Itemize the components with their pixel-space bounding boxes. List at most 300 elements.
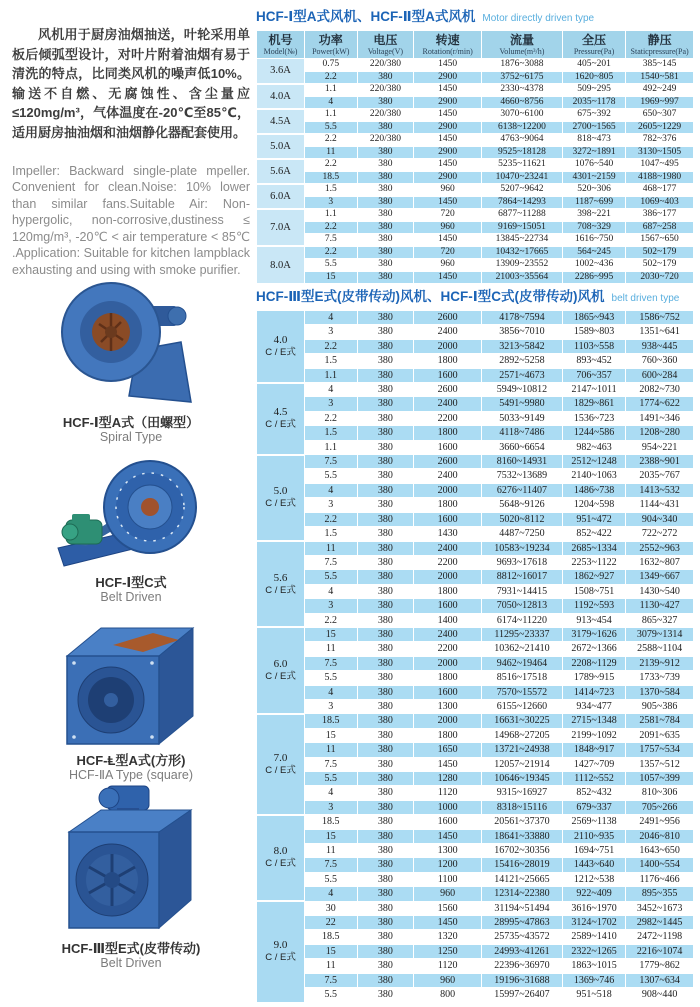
spec-cell: 6877~11288 (482, 209, 563, 222)
table-row (257, 96, 694, 109)
spec-cell: 1508~751 (562, 584, 625, 598)
spec-cell: 380 (357, 397, 414, 411)
spec-cell: 2685~1334 (562, 541, 625, 555)
model-size-label: 5.0 (273, 485, 288, 498)
spec-cell: 2139~912 (626, 656, 694, 670)
spec-cell: 380 (357, 829, 414, 843)
table-row (257, 973, 694, 987)
spec-cell: 9525~18128 (482, 146, 563, 159)
spec-cell: 3124~1702 (562, 916, 625, 930)
column-header (414, 31, 482, 59)
column-header (357, 31, 414, 59)
spec-cell: 15 (305, 944, 357, 958)
column-header-en: Staticpressure(Pa) (630, 47, 689, 56)
spec-cell: 31194~51494 (482, 901, 563, 915)
table-row (257, 988, 694, 1002)
spec-cell: 380 (357, 483, 414, 497)
spec-cell: 14121~25665 (482, 872, 563, 886)
spec-cell: 1.1 (305, 84, 357, 97)
spec-cell: 1600 (414, 368, 482, 382)
spec-cell: 5.5 (305, 469, 357, 483)
spec-cell: 895~355 (626, 887, 694, 901)
spec-cell: 852~432 (562, 786, 625, 800)
spec-cell: 3213~5842 (482, 339, 563, 353)
spec-cell: 922~409 (562, 887, 625, 901)
model-type-label: C / E式 (265, 584, 296, 596)
spec-cell: 2035~1178 (562, 96, 625, 109)
spec-cell: 687~258 (626, 221, 694, 234)
model-cell (257, 901, 305, 1002)
spec-cell: 10583~19234 (482, 541, 563, 555)
spec-cell: 7.5 (305, 656, 357, 670)
model-size-label: 8.0 (273, 845, 288, 858)
spec-cell: 1800 (414, 728, 482, 742)
spec-cell: 7570~15572 (482, 685, 563, 699)
spec-cell: 380 (357, 815, 414, 829)
table-row (257, 455, 694, 469)
spec-cell: 13845~22734 (482, 234, 563, 247)
spec-cell: 2000 (414, 483, 482, 497)
spec-cell: 380 (357, 96, 414, 109)
spec-cell: 5491~9980 (482, 397, 563, 411)
spec-cell: 380 (357, 498, 414, 512)
table-row (257, 728, 694, 742)
spec-cell: 782~376 (626, 134, 694, 147)
table-row (257, 555, 694, 569)
spec-cell: 1280 (414, 772, 482, 786)
model-type-label: C / E式 (265, 952, 296, 964)
spec-cell: 14968~27205 (482, 728, 563, 742)
spec-cell: 19196~31688 (482, 973, 563, 987)
spec-cell: 1300 (414, 699, 482, 713)
spec-cell: 2588~1104 (626, 642, 694, 656)
model-size-label: 4.5 (273, 406, 288, 419)
spec-cell: 5.5 (305, 259, 357, 272)
spec-cell: 5648~9126 (482, 498, 563, 512)
square-fan-icon (12, 612, 250, 752)
table-row (257, 221, 694, 234)
spec-cell: 492~249 (626, 84, 694, 97)
spec-cell: 1800 (414, 584, 482, 598)
spec-cell: 2216~1074 (626, 944, 694, 958)
table-row (257, 527, 694, 541)
spec-cell: 1.5 (305, 354, 357, 368)
spec-cell: 7931~14415 (482, 584, 563, 598)
spec-cell: 1620~805 (562, 71, 625, 84)
spec-cell: 3179~1626 (562, 627, 625, 641)
spec-cell: 1369~746 (562, 973, 625, 987)
spec-cell: 380 (357, 209, 414, 222)
spec-cell: 380 (357, 541, 414, 555)
spec-cell: 9315~16927 (482, 786, 563, 800)
product-caption-cn: HCF-Ⅰ型A式（田螺型） (62, 415, 200, 430)
spec-cell: 10432~17665 (482, 246, 563, 259)
model-cell (257, 383, 305, 455)
spec-cell: 1800 (414, 498, 482, 512)
spec-cell: 1560 (414, 901, 482, 915)
spec-cell: 4118~7486 (482, 426, 563, 440)
spec-cell: 380 (357, 800, 414, 814)
spiral-fan-icon (12, 276, 250, 414)
chinese-description: 风机用于厨房油烟抽送，叶轮采用单板后倾弧型设计，对叶片附着油烟有易于清洗的特点，比同类风机的噪声低10%。输送不自燃、无腐蚀性、含尘量应≤120mg/m³，气体温度在-20℃至85℃，适用厨房抽油烟和油烟静化器配套使用。 (12, 27, 250, 140)
spec-cell: 1204~598 (562, 498, 625, 512)
table-row (257, 844, 694, 858)
spec-cell: 708~329 (562, 221, 625, 234)
spec-cell: 15416~28019 (482, 858, 563, 872)
table-row (257, 71, 694, 84)
spec-cell: 1057~399 (626, 772, 694, 786)
spec-cell: 9169~15051 (482, 221, 563, 234)
model-cell (257, 311, 305, 383)
spec-cell: 18641~33880 (482, 829, 563, 843)
spec-cell: 13721~24938 (482, 743, 563, 757)
spec-cell: 5.5 (305, 988, 357, 1002)
table-row (257, 354, 694, 368)
spec-cell: 380 (357, 221, 414, 234)
spec-cell: 7.5 (305, 555, 357, 569)
spec-cell: 1862~927 (562, 570, 625, 584)
spec-cell: 2700~1565 (562, 121, 625, 134)
spec-cell: 2400 (414, 541, 482, 555)
spec-cell: 380 (357, 916, 414, 930)
model-size-label: 5.6 (273, 571, 288, 584)
spec-cell: 3070~6100 (482, 109, 563, 122)
spec-cell: 7.5 (305, 757, 357, 771)
column-header-cn: 功率 (318, 33, 343, 47)
spec-cell: 3 (305, 699, 357, 713)
spec-cell: 380 (357, 246, 414, 259)
spec-cell: 380 (357, 959, 414, 973)
table-row (257, 786, 694, 800)
spec-cell: 380 (357, 512, 414, 526)
spec-cell: 1212~538 (562, 872, 625, 886)
spec-cell: 11295~23337 (482, 627, 563, 641)
spec-cell: 1450 (414, 109, 482, 122)
table-row (257, 887, 694, 901)
spec-cell: 3272~1891 (562, 146, 625, 159)
spec-cell: 10470~23241 (482, 171, 563, 184)
table2-title (256, 288, 696, 308)
spec-cell: 2000 (414, 570, 482, 584)
spec-cell: 22 (305, 916, 357, 930)
spec-cell: 5033~9149 (482, 411, 563, 425)
column-header (626, 31, 694, 59)
table-row (257, 930, 694, 944)
column-header-cn: 全压 (582, 33, 607, 47)
spec-cell: 1192~593 (562, 599, 625, 613)
spec-cell: 2091~635 (626, 728, 694, 742)
spec-cell: 4 (305, 96, 357, 109)
spec-cell: 1200 (414, 858, 482, 872)
spec-cell: 1349~667 (626, 570, 694, 584)
model-cell: 4.0A (257, 84, 305, 109)
spec-cell: 2900 (414, 146, 482, 159)
spec-cell: 11 (305, 541, 357, 555)
spec-cell: 3660~6654 (482, 440, 563, 454)
spec-cell: 4660~8756 (482, 96, 563, 109)
column-header-cn: 流量 (509, 33, 534, 47)
spec-cell: 18.5 (305, 171, 357, 184)
spec-cell: 10646~19345 (482, 772, 563, 786)
spec-cell: 1450 (414, 59, 482, 72)
spec-cell: 3 (305, 196, 357, 209)
spec-cell: 4301~2159 (562, 171, 625, 184)
table-row (257, 234, 694, 247)
product-caption-en: HCF-ⅡA Type (square) (68, 768, 194, 782)
table-row (257, 246, 694, 259)
product-square-fan (12, 612, 250, 783)
spec-cell: 8160~14931 (482, 455, 563, 469)
spec-cell: 502~179 (626, 259, 694, 272)
model-cell: 5.0A (257, 134, 305, 159)
spec-cell: 2000 (414, 714, 482, 728)
spec-cell: 380 (357, 887, 414, 901)
table2-title-text: HCF-Ⅲ型E式(皮带传动)风机、HCF-Ⅰ型C式(皮带传动)风机 (256, 289, 605, 304)
model-size-label: 4.0 (273, 333, 288, 346)
spec-cell: 1486~738 (562, 483, 625, 497)
spec-cell: 502~179 (626, 246, 694, 259)
column-header-en: Rotation(r/min) (422, 47, 473, 56)
table-row (257, 916, 694, 930)
column-header-en: Volume(m³/h) (499, 47, 545, 56)
spec-cell: 380 (357, 354, 414, 368)
table-row (257, 59, 694, 72)
table-row (257, 171, 694, 184)
spec-cell: 2388~901 (626, 455, 694, 469)
table-row (257, 483, 694, 497)
model-type-label: C / E式 (265, 764, 296, 776)
table-row (257, 121, 694, 134)
spec-cell: 0.75 (305, 59, 357, 72)
spec-cell: 1208~280 (626, 426, 694, 440)
spec-cell: 18.5 (305, 815, 357, 829)
product-caption-en: Belt Driven (100, 590, 162, 604)
column-header (562, 31, 625, 59)
model-cell (257, 815, 305, 901)
spec-cell: 380 (357, 757, 414, 771)
column-header-cn: 机号 (268, 33, 293, 47)
spec-cell: 8318~15116 (482, 800, 563, 814)
spec-cell: 1540~581 (626, 71, 694, 84)
model-cell (257, 541, 305, 627)
model-type-label: C / E式 (265, 346, 296, 358)
spec-cell: 8812~16017 (482, 570, 563, 584)
spec-cell: 380 (357, 383, 414, 397)
spec-cell: 1.5 (305, 184, 357, 197)
spec-cell: 2.2 (305, 221, 357, 234)
model-cell: 4.5A (257, 109, 305, 134)
spec-cell: 893~452 (562, 354, 625, 368)
spec-cell: 2900 (414, 121, 482, 134)
column-header-cn: 静压 (647, 33, 672, 47)
spec-cell: 1400~554 (626, 858, 694, 872)
column-header-cn: 电压 (373, 33, 398, 47)
spec-cell: 1450 (414, 159, 482, 172)
table-row (257, 901, 694, 915)
spec-cell: 380 (357, 584, 414, 598)
spec-cell: 380 (357, 339, 414, 353)
spec-cell: 15997~26407 (482, 988, 563, 1002)
spec-cell: 706~357 (562, 368, 625, 382)
table-row (257, 743, 694, 757)
spec-cell: 564~245 (562, 246, 625, 259)
spec-cell: 380 (357, 642, 414, 656)
spec-cell: 2.2 (305, 246, 357, 259)
spec-cell: 11 (305, 146, 357, 159)
spec-cell: 380 (357, 184, 414, 197)
spec-cell: 15 (305, 728, 357, 742)
spec-cell: 2000 (414, 656, 482, 670)
table1-title (256, 8, 696, 28)
spec-cell: 405~201 (562, 59, 625, 72)
spec-cell: 1103~558 (562, 339, 625, 353)
spec-cell: 2200 (414, 411, 482, 425)
spec-cell: 2600 (414, 311, 482, 325)
spec-cell: 5.5 (305, 570, 357, 584)
spec-cell: 2253~1122 (562, 555, 625, 569)
spec-cell: 1450 (414, 829, 482, 843)
table-row (257, 642, 694, 656)
spec-cell: 818~473 (562, 134, 625, 147)
spec-cell: 7.5 (305, 973, 357, 987)
spec-cell: 22396~36970 (482, 959, 563, 973)
spec-cell: 7532~13689 (482, 469, 563, 483)
spec-cell: 2600 (414, 455, 482, 469)
spec-cell: 13909~23552 (482, 259, 563, 272)
spec-cell: 2400 (414, 325, 482, 339)
spec-cell: 16631~30225 (482, 714, 563, 728)
spec-cell: 2322~1265 (562, 944, 625, 958)
spec-cell: 1800 (414, 426, 482, 440)
table-row (257, 146, 694, 159)
spec-cell: 3 (305, 325, 357, 339)
table-row (257, 368, 694, 382)
spec-cell: 380 (357, 171, 414, 184)
spec-cell: 398~221 (562, 209, 625, 222)
spec-cell: 220/380 (357, 134, 414, 147)
table-row (257, 196, 694, 209)
model-size-label: 6.0 (273, 658, 288, 671)
spec-cell: 2035~767 (626, 469, 694, 483)
spec-cell: 380 (357, 743, 414, 757)
spec-cell: 2.2 (305, 613, 357, 627)
spec-cell: 913~454 (562, 613, 625, 627)
spec-cell: 509~295 (562, 84, 625, 97)
spec-cell: 380 (357, 271, 414, 284)
column-header (257, 31, 305, 59)
spec-cell: 1130~427 (626, 599, 694, 613)
spec-cell: 720 (414, 209, 482, 222)
spec-cell: 1536~723 (562, 411, 625, 425)
spec-cell: 4 (305, 786, 357, 800)
spec-cell: 951~472 (562, 512, 625, 526)
spec-cell: 2330~4378 (482, 84, 563, 97)
spec-cell: 380 (357, 728, 414, 742)
spec-cell: 385~145 (626, 59, 694, 72)
spec-cell: 2892~5258 (482, 354, 563, 368)
model-type-label: C / E式 (265, 671, 296, 683)
spec-cell: 951~518 (562, 988, 625, 1002)
spec-cell: 5949~10812 (482, 383, 563, 397)
spec-cell: 1616~750 (562, 234, 625, 247)
model-type-label: C / E式 (265, 858, 296, 870)
spec-cell: 4487~7250 (482, 527, 563, 541)
spec-cell: 934~477 (562, 699, 625, 713)
spec-cell: 1300 (414, 844, 482, 858)
belt-square-fan-icon (12, 780, 250, 940)
spec-cell: 10362~21410 (482, 642, 563, 656)
product-caption-cn: HCF-Ⅲ型E式(皮带传动) (61, 941, 201, 956)
spec-cell: 2400 (414, 469, 482, 483)
spec-cell: 4 (305, 383, 357, 397)
spec-cell: 2147~1011 (562, 383, 625, 397)
spec-cell: 1.1 (305, 440, 357, 454)
table-row (257, 685, 694, 699)
product-caption-en: Belt Driven (100, 956, 162, 970)
spec-cell: 3130~1505 (626, 146, 694, 159)
table-row (257, 184, 694, 197)
spec-cell: 1.1 (305, 368, 357, 382)
spec-cell: 1450 (414, 134, 482, 147)
spec-cell: 679~337 (562, 800, 625, 814)
spec-cell: 1774~622 (626, 397, 694, 411)
table-row (257, 541, 694, 555)
table-row (257, 498, 694, 512)
table-row (257, 772, 694, 786)
table-row (257, 469, 694, 483)
spec-cell: 9693~17618 (482, 555, 563, 569)
spec-cell: 852~422 (562, 527, 625, 541)
product-caption-cn: HCF-Ⱡ型A式(方形) (76, 753, 186, 768)
spec-cell: 1430 (414, 527, 482, 541)
spec-cell: 380 (357, 311, 414, 325)
table-row (257, 209, 694, 222)
spec-cell: 2982~1445 (626, 916, 694, 930)
spec-cell: 5.5 (305, 671, 357, 685)
spec-cell: 21003~35564 (482, 271, 563, 284)
table-row (257, 159, 694, 172)
spec-cell: 960 (414, 184, 482, 197)
spec-cell: 380 (357, 671, 414, 685)
spec-cell: 2.2 (305, 159, 357, 172)
spec-cell: 380 (357, 159, 414, 172)
table-row (257, 858, 694, 872)
spec-cell: 960 (414, 973, 482, 987)
spec-cell: 380 (357, 944, 414, 958)
spec-cell: 905~386 (626, 699, 694, 713)
spec-cell: 380 (357, 988, 414, 1002)
spec-cell: 2400 (414, 627, 482, 641)
spec-cell: 3 (305, 800, 357, 814)
model-cell: 6.0A (257, 184, 305, 209)
table-row (257, 599, 694, 613)
table-row (257, 944, 694, 958)
spec-cell: 1491~346 (626, 411, 694, 425)
spec-cell: 3 (305, 599, 357, 613)
model-cell: 5.6A (257, 159, 305, 184)
spec-cell: 380 (357, 930, 414, 944)
spec-cell: 1112~552 (562, 772, 625, 786)
column-header (305, 31, 357, 59)
spec-cell: 4178~7594 (482, 311, 563, 325)
table-row (257, 699, 694, 713)
spec-cell: 1450 (414, 271, 482, 284)
product-spiral-fan (12, 276, 250, 445)
spec-cell: 1413~532 (626, 483, 694, 497)
product-belt-square-fan (12, 780, 250, 971)
column-header-en: Power(kW) (312, 47, 350, 56)
spec-cell: 1430~540 (626, 584, 694, 598)
